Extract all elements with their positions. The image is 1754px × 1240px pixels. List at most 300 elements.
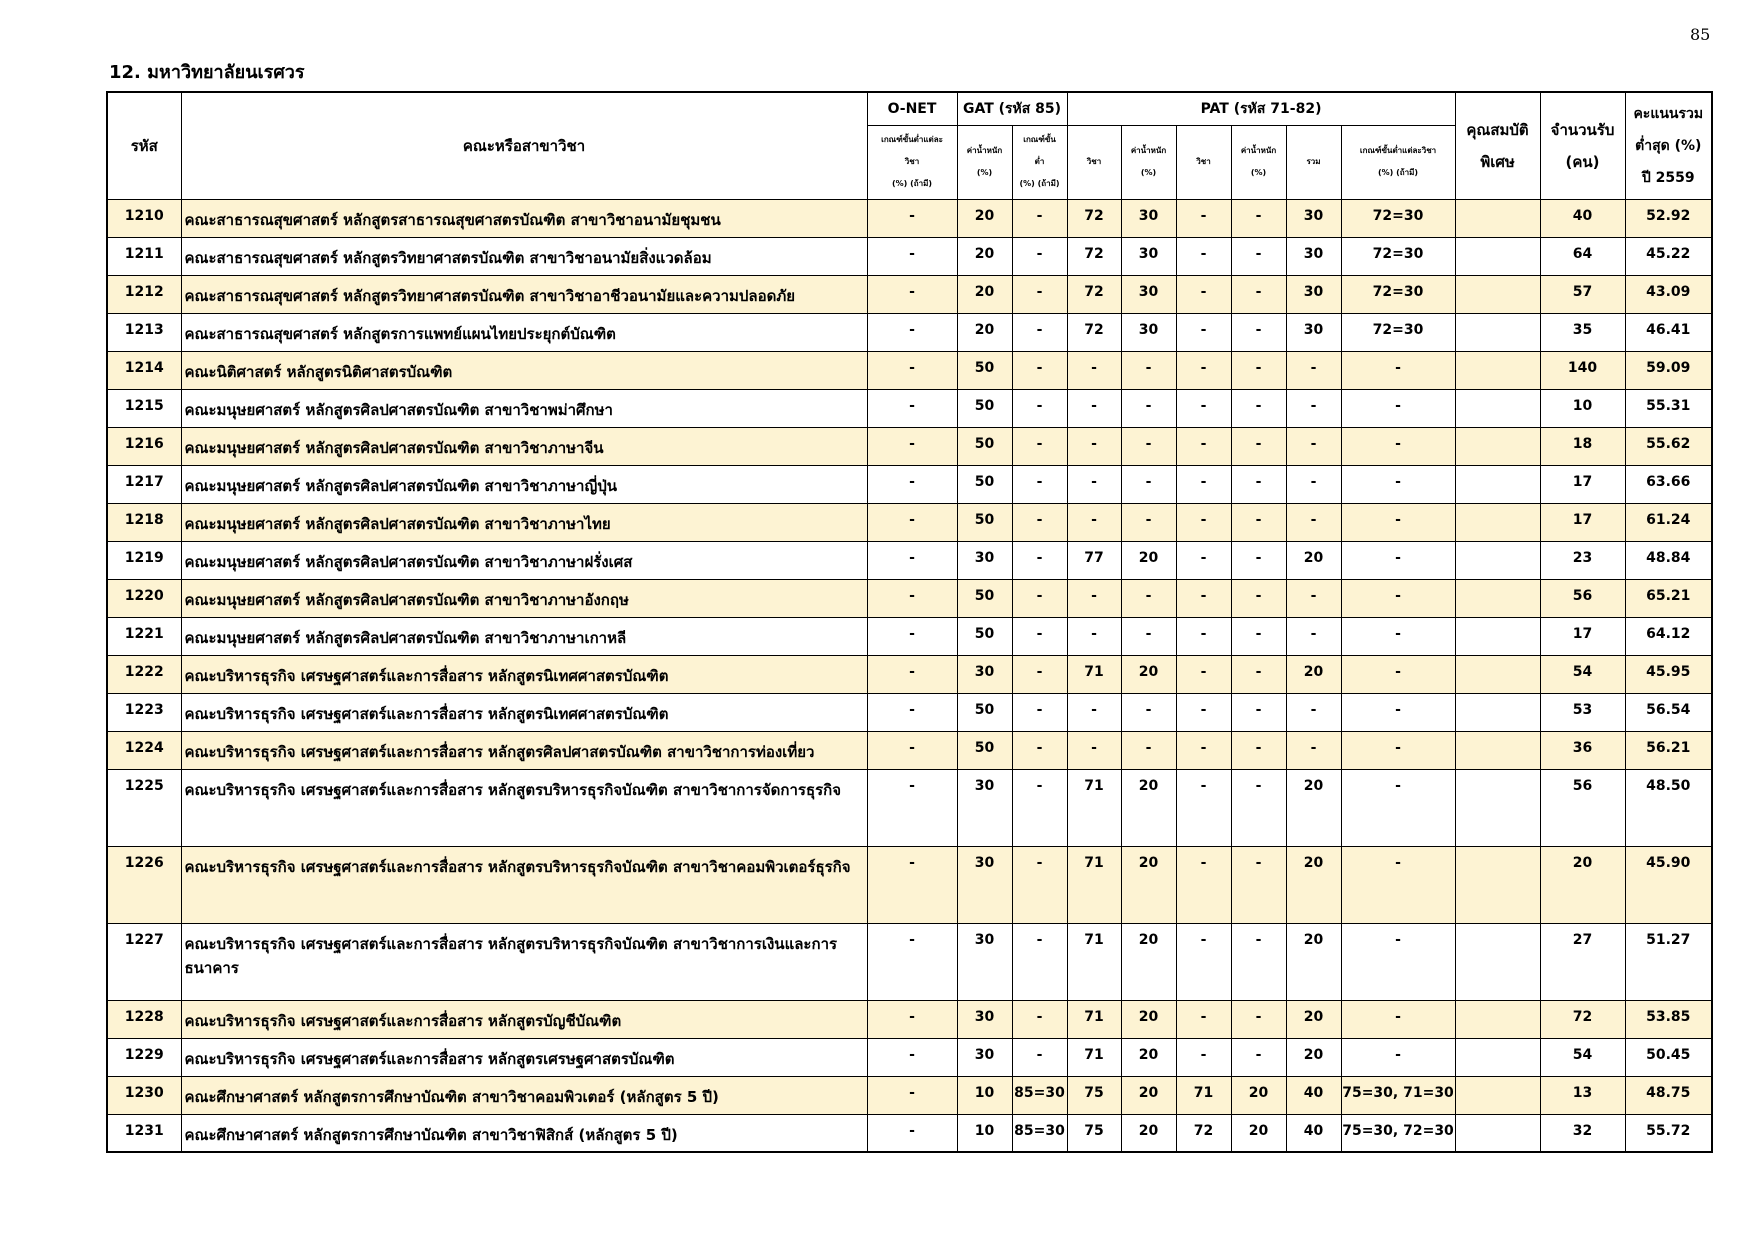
- row-onet-min: -: [867, 313, 957, 351]
- row-pat-subject-2: -: [1176, 237, 1231, 275]
- row-gat-min: -: [1012, 731, 1067, 769]
- row-pat-subject-1: 72: [1067, 237, 1121, 275]
- row-onet-min: -: [867, 389, 957, 427]
- row-code: 1228: [107, 1000, 181, 1038]
- row-pat-subject-2: -: [1176, 313, 1231, 351]
- row-code: 1227: [107, 923, 181, 1000]
- row-pat-weight-2: -: [1231, 427, 1286, 465]
- row-gat-min: -: [1012, 313, 1067, 351]
- row-faculty-name: คณะมนุษยศาสตร์ หลักสูตรศิลปศาสตรบัณฑิต สาขาวิชาภาษาญี่ปุ่น: [181, 465, 867, 503]
- row-onet-min: -: [867, 427, 957, 465]
- row-special: [1455, 846, 1540, 923]
- row-pat-subject-2: -: [1176, 731, 1231, 769]
- header-gat-min: เกณฑ์ขั้น ต่ำ (%) (ถ้ามี): [1012, 125, 1067, 199]
- row-pat-subject-1: -: [1067, 617, 1121, 655]
- row-onet-min: -: [867, 275, 957, 313]
- row-pat-weight-2: -: [1231, 465, 1286, 503]
- row-faculty-name: คณะมนุษยศาสตร์ หลักสูตรศิลปศาสตรบัณฑิต สาขาวิชาภาษาฝรั่งเศส: [181, 541, 867, 579]
- header-min-score: คะแนนรวม ต่ำสุด (%) ปี 2559: [1625, 92, 1712, 199]
- row-gat-weight: 50: [957, 389, 1012, 427]
- row-pat-subject-1: -: [1067, 731, 1121, 769]
- row-faculty-name: คณะบริหารธุรกิจ เศรษฐศาสตร์และการสื่อสาร หลักสูตรบริหารธุรกิจบัณฑิต สาขาวิชาการจัดการธุรกิจ: [181, 769, 867, 846]
- row-faculty-name: คณะบริหารธุรกิจ เศรษฐศาสตร์และการสื่อสาร หลักสูตรนิเทศศาสตรบัณฑิต: [181, 655, 867, 693]
- row-quota: 40: [1540, 199, 1625, 237]
- row-faculty-name: คณะบริหารธุรกิจ เศรษฐศาสตร์และการสื่อสาร หลักสูตรเศรษฐศาสตรบัณฑิต: [181, 1038, 867, 1076]
- header-pat-weight-2: ค่าน้ำหนัก (%): [1231, 125, 1286, 199]
- row-gat-min: -: [1012, 389, 1067, 427]
- row-special: [1455, 351, 1540, 389]
- row-quota: 17: [1540, 503, 1625, 541]
- row-code: 1217: [107, 465, 181, 503]
- row-code: 1220: [107, 579, 181, 617]
- table-row: [107, 1000, 1712, 1038]
- row-faculty-name: คณะบริหารธุรกิจ เศรษฐศาสตร์และการสื่อสาร หลักสูตรศิลปศาสตรบัณฑิต สาขาวิชาการท่องเที่ยว: [181, 731, 867, 769]
- row-quota: 54: [1540, 1038, 1625, 1076]
- row-pat-subject-1: 75: [1067, 1076, 1121, 1114]
- row-faculty-name: คณะนิติศาสตร์ หลักสูตรนิติศาสตรบัณฑิต: [181, 351, 867, 389]
- row-gat-weight: 20: [957, 237, 1012, 275]
- row-pat-weight-1: 20: [1121, 769, 1176, 846]
- row-onet-min: -: [867, 541, 957, 579]
- row-onet-min: -: [867, 503, 957, 541]
- row-pat-total: -: [1286, 389, 1341, 427]
- row-quota: 23: [1540, 541, 1625, 579]
- row-pat-min: -: [1341, 846, 1455, 923]
- row-code: 1214: [107, 351, 181, 389]
- row-pat-subject-1: -: [1067, 693, 1121, 731]
- row-pat-min: -: [1341, 1038, 1455, 1076]
- row-gat-weight: 50: [957, 693, 1012, 731]
- row-special: [1455, 275, 1540, 313]
- table-row: [107, 389, 1712, 427]
- table-row: [107, 693, 1712, 731]
- row-onet-min: -: [867, 1114, 957, 1152]
- row-min-score: 45.90: [1625, 846, 1712, 923]
- row-code: 1230: [107, 1076, 181, 1114]
- row-gat-weight: 20: [957, 313, 1012, 351]
- row-quota: 56: [1540, 769, 1625, 846]
- table-row: [107, 1038, 1712, 1076]
- header-special: คุณสมบัติ พิเศษ: [1455, 92, 1540, 199]
- row-onet-min: -: [867, 579, 957, 617]
- row-pat-min: 75=30, 71=30: [1341, 1076, 1455, 1114]
- row-onet-min: -: [867, 846, 957, 923]
- row-onet-min: -: [867, 923, 957, 1000]
- row-pat-subject-2: -: [1176, 389, 1231, 427]
- row-pat-total: 30: [1286, 275, 1341, 313]
- row-pat-subject-1: -: [1067, 465, 1121, 503]
- row-gat-min: -: [1012, 846, 1067, 923]
- row-gat-weight: 20: [957, 275, 1012, 313]
- row-pat-weight-2: -: [1231, 313, 1286, 351]
- row-pat-total: 20: [1286, 541, 1341, 579]
- row-pat-subject-2: -: [1176, 617, 1231, 655]
- row-pat-subject-1: 72: [1067, 313, 1121, 351]
- row-special: [1455, 769, 1540, 846]
- row-quota: 36: [1540, 731, 1625, 769]
- row-pat-weight-2: -: [1231, 617, 1286, 655]
- row-pat-weight-2: -: [1231, 579, 1286, 617]
- row-special: [1455, 1076, 1540, 1114]
- row-gat-weight: 10: [957, 1076, 1012, 1114]
- row-pat-total: 40: [1286, 1076, 1341, 1114]
- row-gat-min: -: [1012, 427, 1067, 465]
- row-code: 1215: [107, 389, 181, 427]
- row-gat-weight: 50: [957, 503, 1012, 541]
- row-onet-min: -: [867, 731, 957, 769]
- row-gat-min: -: [1012, 769, 1067, 846]
- row-pat-min: -: [1341, 389, 1455, 427]
- row-special: [1455, 237, 1540, 275]
- row-pat-total: -: [1286, 693, 1341, 731]
- row-code: 1231: [107, 1114, 181, 1152]
- row-min-score: 59.09: [1625, 351, 1712, 389]
- row-pat-min: -: [1341, 541, 1455, 579]
- row-pat-min: 72=30: [1341, 275, 1455, 313]
- row-special: [1455, 465, 1540, 503]
- row-faculty-name: คณะสาธารณสุขศาสตร์ หลักสูตรวิทยาศาสตรบัณฑิต สาขาวิชาอาชีวอนามัยและความปลอดภัย: [181, 275, 867, 313]
- row-quota: 54: [1540, 655, 1625, 693]
- row-pat-weight-2: -: [1231, 846, 1286, 923]
- row-gat-min: -: [1012, 465, 1067, 503]
- row-quota: 72: [1540, 1000, 1625, 1038]
- row-pat-weight-2: -: [1231, 199, 1286, 237]
- row-min-score: 64.12: [1625, 617, 1712, 655]
- row-special: [1455, 1114, 1540, 1152]
- row-code: 1229: [107, 1038, 181, 1076]
- row-pat-weight-2: -: [1231, 1000, 1286, 1038]
- row-faculty-name: คณะมนุษยศาสตร์ หลักสูตรศิลปศาสตรบัณฑิต สาขาวิชาภาษาเกาหลี: [181, 617, 867, 655]
- row-min-score: 51.27: [1625, 923, 1712, 1000]
- row-gat-min: -: [1012, 923, 1067, 1000]
- header-quota: จำนวนรับ (คน): [1540, 92, 1625, 199]
- row-gat-min: -: [1012, 579, 1067, 617]
- admission-table: [106, 91, 1713, 1153]
- row-gat-min: 85=30: [1012, 1114, 1067, 1152]
- header-pat-subject-2: วิชา: [1176, 125, 1231, 199]
- table-row: [107, 769, 1712, 846]
- row-pat-subject-1: -: [1067, 351, 1121, 389]
- row-gat-weight: 50: [957, 579, 1012, 617]
- table-body: [107, 199, 1712, 1152]
- row-min-score: 56.54: [1625, 693, 1712, 731]
- table-row: [107, 427, 1712, 465]
- row-pat-weight-1: 20: [1121, 1000, 1176, 1038]
- row-pat-weight-1: -: [1121, 465, 1176, 503]
- row-pat-weight-2: -: [1231, 693, 1286, 731]
- row-code: 1219: [107, 541, 181, 579]
- row-onet-min: -: [867, 199, 957, 237]
- row-pat-weight-2: -: [1231, 731, 1286, 769]
- row-code: 1225: [107, 769, 181, 846]
- row-gat-weight: 30: [957, 1000, 1012, 1038]
- row-pat-weight-2: -: [1231, 275, 1286, 313]
- row-code: 1226: [107, 846, 181, 923]
- row-gat-weight: 50: [957, 427, 1012, 465]
- row-pat-subject-1: 71: [1067, 846, 1121, 923]
- row-pat-weight-2: -: [1231, 1038, 1286, 1076]
- row-pat-subject-2: -: [1176, 846, 1231, 923]
- row-onet-min: -: [867, 1000, 957, 1038]
- row-special: [1455, 655, 1540, 693]
- row-pat-weight-2: 20: [1231, 1076, 1286, 1114]
- table-row: [107, 579, 1712, 617]
- row-onet-min: -: [867, 655, 957, 693]
- header-onet: O-NET: [867, 92, 957, 125]
- row-faculty-name: คณะศึกษาศาสตร์ หลักสูตรการศึกษาบัณฑิต สาขาวิชาฟิสิกส์ (หลักสูตร 5 ปี): [181, 1114, 867, 1152]
- row-special: [1455, 541, 1540, 579]
- row-pat-subject-2: -: [1176, 923, 1231, 1000]
- row-quota: 64: [1540, 237, 1625, 275]
- row-special: [1455, 617, 1540, 655]
- row-gat-min: -: [1012, 237, 1067, 275]
- row-min-score: 55.72: [1625, 1114, 1712, 1152]
- row-pat-min: -: [1341, 769, 1455, 846]
- row-faculty-name: คณะมนุษยศาสตร์ หลักสูตรศิลปศาสตรบัณฑิต สาขาวิชาภาษาอังกฤษ: [181, 579, 867, 617]
- row-pat-total: 20: [1286, 846, 1341, 923]
- row-faculty-name: คณะมนุษยศาสตร์ หลักสูตรศิลปศาสตรบัณฑิต สาขาวิชาภาษาไทย: [181, 503, 867, 541]
- row-gat-weight: 30: [957, 846, 1012, 923]
- row-code: 1211: [107, 237, 181, 275]
- row-pat-subject-1: 71: [1067, 769, 1121, 846]
- row-special: [1455, 731, 1540, 769]
- row-pat-subject-2: -: [1176, 275, 1231, 313]
- row-code: 1212: [107, 275, 181, 313]
- row-code: 1218: [107, 503, 181, 541]
- row-quota: 35: [1540, 313, 1625, 351]
- header-pat-weight-1: ค่าน้ำหนัก (%): [1121, 125, 1176, 199]
- table-row: [107, 923, 1712, 1000]
- row-onet-min: -: [867, 237, 957, 275]
- table-row: [107, 275, 1712, 313]
- row-pat-weight-2: -: [1231, 237, 1286, 275]
- row-pat-subject-2: -: [1176, 503, 1231, 541]
- row-min-score: 65.21: [1625, 579, 1712, 617]
- row-min-score: 43.09: [1625, 275, 1712, 313]
- row-pat-weight-1: 20: [1121, 846, 1176, 923]
- row-faculty-name: คณะบริหารธุรกิจ เศรษฐศาสตร์และการสื่อสาร หลักสูตรนิเทศศาสตรบัณฑิต: [181, 693, 867, 731]
- header-code: รหัส: [107, 92, 181, 199]
- row-gat-min: -: [1012, 655, 1067, 693]
- row-pat-total: -: [1286, 579, 1341, 617]
- row-code: 1222: [107, 655, 181, 693]
- row-quota: 140: [1540, 351, 1625, 389]
- row-special: [1455, 1038, 1540, 1076]
- row-pat-min: -: [1341, 351, 1455, 389]
- row-pat-total: 20: [1286, 923, 1341, 1000]
- row-pat-min: -: [1341, 655, 1455, 693]
- row-special: [1455, 199, 1540, 237]
- row-pat-weight-1: 20: [1121, 1114, 1176, 1152]
- header-pat: PAT (รหัส 71-82): [1067, 92, 1455, 125]
- row-gat-weight: 30: [957, 923, 1012, 1000]
- row-gat-weight: 50: [957, 617, 1012, 655]
- row-pat-total: -: [1286, 503, 1341, 541]
- row-pat-weight-1: -: [1121, 731, 1176, 769]
- row-gat-weight: 30: [957, 655, 1012, 693]
- row-faculty-name: คณะมนุษยศาสตร์ หลักสูตรศิลปศาสตรบัณฑิต สาขาวิชาภาษาจีน: [181, 427, 867, 465]
- row-pat-total: -: [1286, 427, 1341, 465]
- row-pat-total: -: [1286, 351, 1341, 389]
- header-gat: GAT (รหัส 85): [957, 92, 1067, 125]
- row-quota: 17: [1540, 465, 1625, 503]
- row-pat-min: -: [1341, 465, 1455, 503]
- row-pat-weight-2: -: [1231, 655, 1286, 693]
- row-pat-subject-2: -: [1176, 199, 1231, 237]
- table-row: [107, 465, 1712, 503]
- row-pat-weight-1: -: [1121, 579, 1176, 617]
- row-pat-weight-1: -: [1121, 427, 1176, 465]
- row-gat-weight: 50: [957, 465, 1012, 503]
- row-min-score: 46.41: [1625, 313, 1712, 351]
- row-quota: 13: [1540, 1076, 1625, 1114]
- row-pat-subject-1: 71: [1067, 1000, 1121, 1038]
- row-pat-subject-1: 72: [1067, 275, 1121, 313]
- row-pat-total: -: [1286, 465, 1341, 503]
- row-pat-subject-2: -: [1176, 769, 1231, 846]
- row-special: [1455, 923, 1540, 1000]
- row-pat-min: -: [1341, 427, 1455, 465]
- row-pat-total: 20: [1286, 1000, 1341, 1038]
- header-onet-min: เกณฑ์ขั้นต่ำแต่ละ วิชา (%) (ถ้ามี): [867, 125, 957, 199]
- row-quota: 20: [1540, 846, 1625, 923]
- row-pat-total: -: [1286, 731, 1341, 769]
- row-pat-weight-1: -: [1121, 351, 1176, 389]
- row-gat-min: -: [1012, 275, 1067, 313]
- row-gat-min: -: [1012, 541, 1067, 579]
- row-pat-min: -: [1341, 923, 1455, 1000]
- row-special: [1455, 313, 1540, 351]
- row-special: [1455, 693, 1540, 731]
- row-gat-min: -: [1012, 351, 1067, 389]
- row-pat-weight-1: -: [1121, 617, 1176, 655]
- row-pat-total: 20: [1286, 1038, 1341, 1076]
- row-min-score: 55.31: [1625, 389, 1712, 427]
- row-gat-weight: 30: [957, 769, 1012, 846]
- row-min-score: 48.84: [1625, 541, 1712, 579]
- row-min-score: 48.75: [1625, 1076, 1712, 1114]
- row-pat-weight-2: -: [1231, 503, 1286, 541]
- row-pat-subject-2: -: [1176, 693, 1231, 731]
- row-onet-min: -: [867, 351, 957, 389]
- row-pat-subject-1: 77: [1067, 541, 1121, 579]
- row-pat-weight-2: -: [1231, 351, 1286, 389]
- header-pat-total: รวม: [1286, 125, 1341, 199]
- row-faculty-name: คณะบริหารธุรกิจ เศรษฐศาสตร์และการสื่อสาร หลักสูตรบริหารธุรกิจบัณฑิต สาขาวิชาคอมพิวเตอร์ธุรกิจ: [181, 846, 867, 923]
- row-gat-min: 85=30: [1012, 1076, 1067, 1114]
- row-gat-min: -: [1012, 617, 1067, 655]
- row-code: 1223: [107, 693, 181, 731]
- row-pat-min: -: [1341, 579, 1455, 617]
- row-gat-weight: 30: [957, 1038, 1012, 1076]
- row-onet-min: -: [867, 769, 957, 846]
- row-pat-subject-2: 72: [1176, 1114, 1231, 1152]
- row-pat-total: 20: [1286, 769, 1341, 846]
- row-code: 1221: [107, 617, 181, 655]
- row-pat-subject-2: -: [1176, 655, 1231, 693]
- row-pat-weight-1: 30: [1121, 275, 1176, 313]
- row-quota: 17: [1540, 617, 1625, 655]
- row-gat-weight: 10: [957, 1114, 1012, 1152]
- row-quota: 32: [1540, 1114, 1625, 1152]
- row-pat-subject-2: -: [1176, 427, 1231, 465]
- header-pat-min: เกณฑ์ขั้นต่ำแต่ละวิชา (%) (ถ้ามี): [1341, 125, 1455, 199]
- row-pat-subject-1: 71: [1067, 1038, 1121, 1076]
- row-pat-min: 72=30: [1341, 199, 1455, 237]
- row-min-score: 55.62: [1625, 427, 1712, 465]
- row-gat-min: -: [1012, 693, 1067, 731]
- row-pat-subject-1: -: [1067, 389, 1121, 427]
- row-min-score: 45.95: [1625, 655, 1712, 693]
- row-pat-min: -: [1341, 503, 1455, 541]
- row-pat-subject-1: -: [1067, 579, 1121, 617]
- row-special: [1455, 389, 1540, 427]
- row-onet-min: -: [867, 617, 957, 655]
- row-faculty-name: คณะสาธารณสุขศาสตร์ หลักสูตรการแพทย์แผนไทยประยุกต์บัณฑิต: [181, 313, 867, 351]
- row-gat-min: -: [1012, 1038, 1067, 1076]
- row-pat-subject-2: -: [1176, 541, 1231, 579]
- row-pat-min: 72=30: [1341, 313, 1455, 351]
- row-pat-weight-2: -: [1231, 923, 1286, 1000]
- row-special: [1455, 579, 1540, 617]
- row-quota: 57: [1540, 275, 1625, 313]
- row-faculty-name: คณะสาธารณสุขศาสตร์ หลักสูตรวิทยาศาสตรบัณฑิต สาขาวิชาอนามัยสิ่งแวดล้อม: [181, 237, 867, 275]
- row-gat-weight: 30: [957, 541, 1012, 579]
- row-min-score: 52.92: [1625, 199, 1712, 237]
- row-pat-min: -: [1341, 1000, 1455, 1038]
- row-faculty-name: คณะบริหารธุรกิจ เศรษฐศาสตร์และการสื่อสาร หลักสูตรบริหารธุรกิจบัณฑิต สาขาวิชาการเงินและการธนาคาร: [181, 923, 867, 1000]
- row-pat-weight-2: -: [1231, 389, 1286, 427]
- header-faculty: คณะหรือสาขาวิชา: [181, 92, 867, 199]
- row-pat-total: 30: [1286, 237, 1341, 275]
- table-row: [107, 237, 1712, 275]
- row-pat-min: -: [1341, 617, 1455, 655]
- table-row: [107, 503, 1712, 541]
- row-pat-weight-1: -: [1121, 693, 1176, 731]
- row-pat-min: -: [1341, 731, 1455, 769]
- row-quota: 27: [1540, 923, 1625, 1000]
- row-pat-total: 20: [1286, 655, 1341, 693]
- page-title: 12. มหาวิทยาลัยนเรศวร: [109, 62, 305, 83]
- row-code: 1216: [107, 427, 181, 465]
- row-pat-subject-2: 71: [1176, 1076, 1231, 1114]
- row-pat-weight-1: -: [1121, 389, 1176, 427]
- table-row: [107, 731, 1712, 769]
- row-quota: 10: [1540, 389, 1625, 427]
- row-min-score: 61.24: [1625, 503, 1712, 541]
- table-row: [107, 655, 1712, 693]
- row-pat-subject-1: 72: [1067, 199, 1121, 237]
- row-pat-subject-1: -: [1067, 503, 1121, 541]
- row-onet-min: -: [867, 465, 957, 503]
- row-faculty-name: คณะสาธารณสุขศาสตร์ หลักสูตรสาธารณสุขศาสตรบัณฑิต สาขาวิชาอนามัยชุมชน: [181, 199, 867, 237]
- row-quota: 56: [1540, 579, 1625, 617]
- row-pat-weight-1: 20: [1121, 1076, 1176, 1114]
- row-quota: 53: [1540, 693, 1625, 731]
- row-min-score: 50.45: [1625, 1038, 1712, 1076]
- table-row: [107, 313, 1712, 351]
- row-gat-min: -: [1012, 1000, 1067, 1038]
- row-special: [1455, 503, 1540, 541]
- row-faculty-name: คณะบริหารธุรกิจ เศรษฐศาสตร์และการสื่อสาร หลักสูตรบัญชีบัณฑิต: [181, 1000, 867, 1038]
- row-gat-weight: 50: [957, 731, 1012, 769]
- table-row: [107, 351, 1712, 389]
- row-min-score: 45.22: [1625, 237, 1712, 275]
- row-pat-subject-1: 71: [1067, 923, 1121, 1000]
- header-gat-weight: ค่าน้ำหนัก (%): [957, 125, 1012, 199]
- row-onet-min: -: [867, 1038, 957, 1076]
- row-pat-weight-1: 20: [1121, 923, 1176, 1000]
